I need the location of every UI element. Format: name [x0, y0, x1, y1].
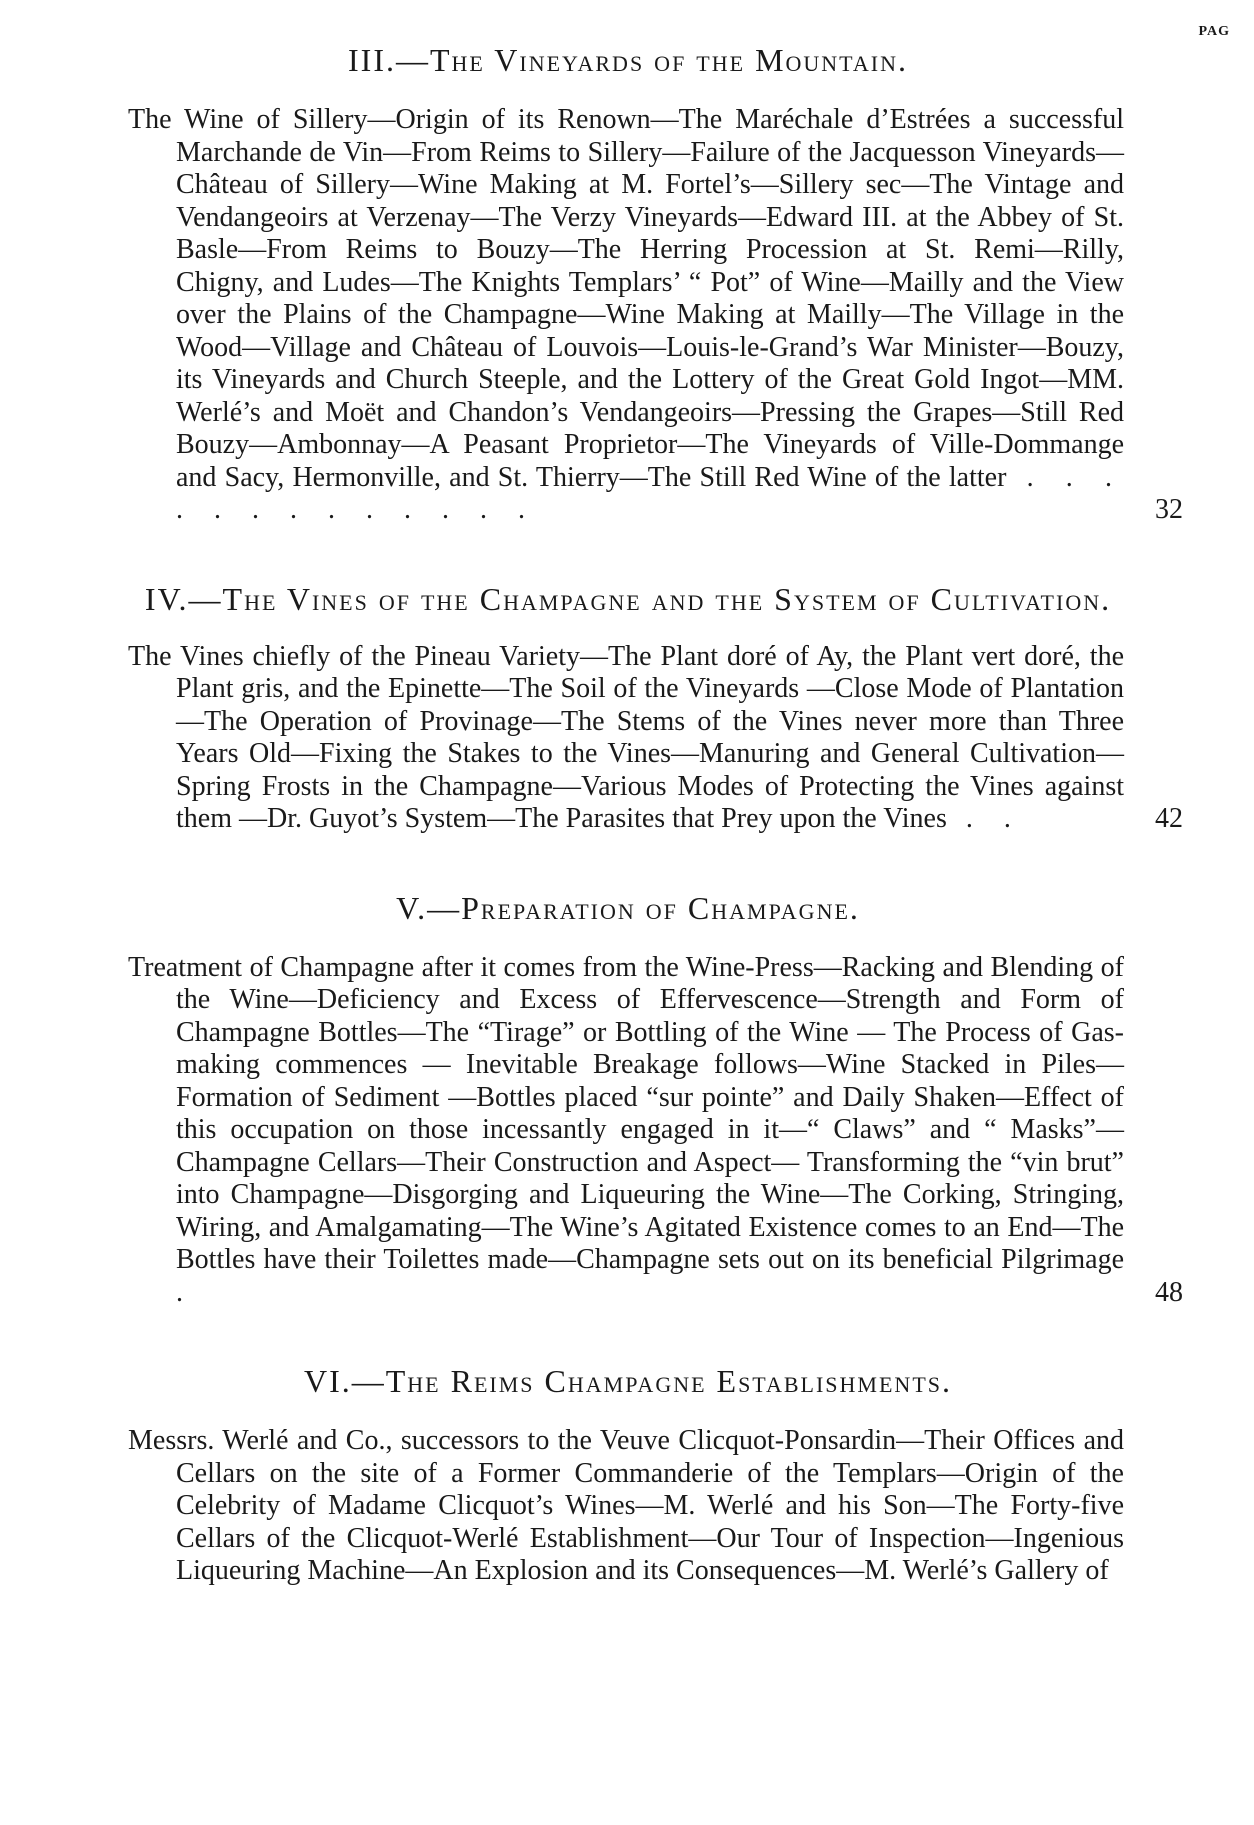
chapter-heading: III.—The Vineyards of the Mountain. — [348, 42, 908, 78]
summary-text: The Wine of Sillery—Origin of its Renown—The Maréchale d’Estrées a successful Marchande de Vin—From Reims to Sillery—Failure of the Jacquesson Vineyards—Château of Sillery—Wine Making at M. Fortel’s—Sillery sec—The Vintage and Vendangeoirs at Verzenay—The Verzy Vineyards—Edward III. at the Abbey of St. Basle—From Reims to Bouzy—The Herring Procession at St. Remi—Rilly, Chigny, and Ludes—The Knights Templars’ “ Pot” of Wine—Mailly and the View over the Plains of the Champagne—Wine Making at Mailly—The Village in the Wood—Village and Château of Louvois—Louis-le-Grand’s War Minister—Bouzy, its Vineyards and Church Steeple, and the Lottery of the Great Gold Ingot—MM. Werlé’s and Moët and Chandon’s Vendangeoirs—Pressing the Grapes—Still Red Bouzy—Ambonnay—A Peasant Proprietor—The Vineyards of Ville-Dommange and Sacy, Hermonville, and St. Thierry—The Still Red Wine of the latter — [128, 104, 1124, 493]
chapter-heading: V.—Preparation of Champagne. — [396, 889, 860, 926]
page-header-label: PAG — [1198, 24, 1230, 39]
chapter-summary — [128, 951, 1183, 1310]
table-of-contents — [128, 42, 1183, 1642]
chapter-iv — [128, 580, 1183, 836]
page-number: 42 — [1155, 803, 1183, 834]
chapter-iii — [128, 42, 1183, 527]
page-number: 48 — [1155, 1276, 1183, 1308]
summary-text: Treatment of Champagne after it comes from the Wine-Press—Racking and Blending of the Wine—Deficiency and Excess of Effervescence—Strength and Form of Champagne Bottles—The “Tirage” or Bottling of the Wine — The Process of Gas-making commences — Inevitable Breakage follows—Wine Stacked in Piles—Formation of Sediment —Bottles placed “sur pointe” and Daily Shaken—Effect of this occupation on those incessantly engaged in it—“ Claws” and “ Masks”—Champagne Cellars—Their Construction and Aspect— Transforming the “vin brut” into Champagne—Disgorging and Liqueuring the Wine—The Corking, Stringing, Wiring, and Amalgamating—The Wine’s Agitated Existence comes to an End—The Bottles have their Toilettes made—Champagne sets out on its beneficial Pilgrimage — [128, 951, 1124, 1275]
page-number: 32 — [1155, 494, 1183, 525]
chapter-v — [128, 889, 1183, 1310]
chapter-summary — [128, 104, 1183, 527]
chapter-heading: IV.—The Vines of the Champagne and the System of Cultivation. — [144, 580, 1112, 617]
chapter-vi — [128, 1363, 1128, 1588]
dot-leader: . . — [946, 803, 1023, 834]
chapter-heading: VI.—The Reims Champagne Establishments. — [303, 1363, 952, 1399]
dot-leader: . — [176, 1276, 195, 1308]
chapter-summary — [128, 640, 1183, 836]
chapter-summary — [128, 1425, 1128, 1588]
dot-leader: . . . . . . . . . . . . . — [176, 461, 1124, 525]
summary-text: Messrs. Werlé and Co., successors to the Veuve Clicquot-Ponsardin—Their Offices and Cellars on the site of a Former Commanderie of the Templars—Origin of the Celebrity of Madame Clicquot’s Wines—M. Werlé and his Son—The Forty-five Cellars of the Clicquot-Werlé Establishment—Our Tour of Inspection—Ingenious Liqueuring Machine—An Explosion and its Consequences—M. Werlé’s Gallery of — [128, 1425, 1124, 1586]
summary-text: The Vines chiefly of the Pineau Variety—The Plant doré of Ay, the Plant vert doré, the Plant gris, and the Epinette—The Soil of the Vineyards —Close Mode of Plantation—The Operation of Provinage—The Stems of the Vines never more than Three Years Old—Fixing the Stakes to the Vines—Manuring and General Cultivation—Spring Frosts in the Champagne—Various Modes of Protecting the Vines against them —Dr. Guyot’s System—The Parasites that Prey upon the Vines — [128, 640, 1124, 834]
